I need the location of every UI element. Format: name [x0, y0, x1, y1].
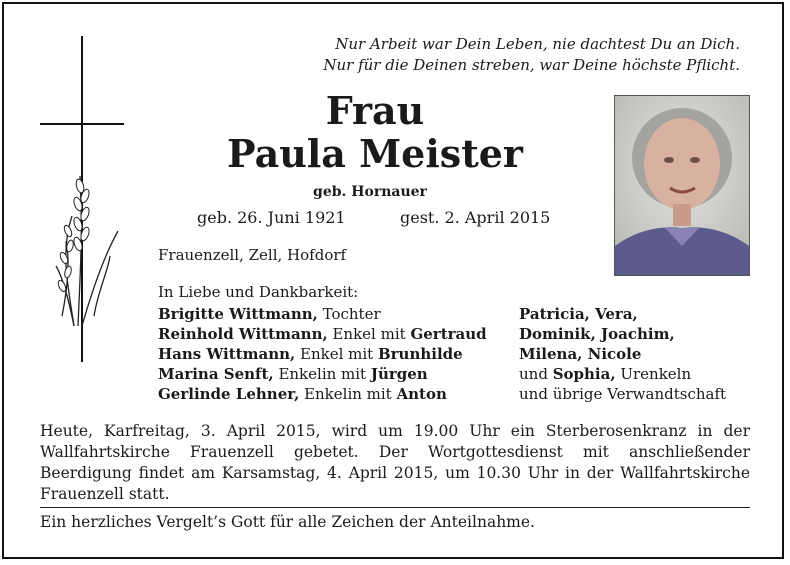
deceased-name: Paula Meister: [227, 131, 523, 176]
mourner-row: Gerlinde Lehner, Enkelin mit Anton: [158, 385, 447, 403]
motto: [300, 34, 740, 76]
service-announcement: Heute, Karfreitag, 3. April 2015, wird um 19.00 Uhr ein Sterberosenkranz in der Wallfahrtskirche Frauenzell gebetet. Der Wortgottesdienst mit anschließender Beerdigung findet am Karsamstag, 4. April 2015, um 10.30 Uhr in der Wallfahrtskirche Frauenzell statt.: [40, 422, 750, 503]
mourners-right: [519, 304, 726, 404]
divider: [40, 507, 750, 508]
thanks-intro: In Liebe und Dankbarkeit:: [158, 283, 359, 301]
motto-line-1: Nur Arbeit war Dein Leben, nie dachtest Du an Dich.: [335, 35, 740, 53]
birth-date: geb. 26. Juni 1921: [197, 208, 346, 227]
motto-line-2: Nur für die Deinen streben, war Deine höchste Pflicht.: [323, 56, 740, 74]
mourner-row: und Sophia, Urenkeln: [519, 365, 692, 383]
mourner-row: und übrige Verwandtschaft: [519, 385, 727, 403]
salutation: Frau: [325, 88, 425, 133]
places: Frauenzell, Zell, Hofdorf: [158, 246, 347, 264]
mourner-row: Milena, Nicole: [519, 345, 642, 363]
portrait-photo: [614, 95, 750, 276]
mourners-left: [158, 304, 487, 404]
mourner-row: Reinhold Wittmann, Enkel mit Gertraud: [158, 325, 487, 343]
mourner-row: Patricia, Vera,: [519, 305, 638, 323]
mourner-row: Dominik, Joachim,: [519, 325, 675, 343]
mourner-row: Brigitte Wittmann, Tochter: [158, 305, 381, 323]
maiden-name: geb. Hornauer: [313, 184, 427, 200]
mourner-row: Marina Senft, Enkelin mit Jürgen: [158, 365, 428, 383]
mourner-row: Hans Wittmann, Enkel mit Brunhilde: [158, 345, 463, 363]
cross-with-wheat-icon: [38, 36, 128, 366]
closing-thanks: Ein herzliches Vergelt’s Gott für alle Zeichen der Anteilnahme.: [40, 513, 535, 531]
death-date: gest. 2. April 2015: [400, 208, 551, 227]
